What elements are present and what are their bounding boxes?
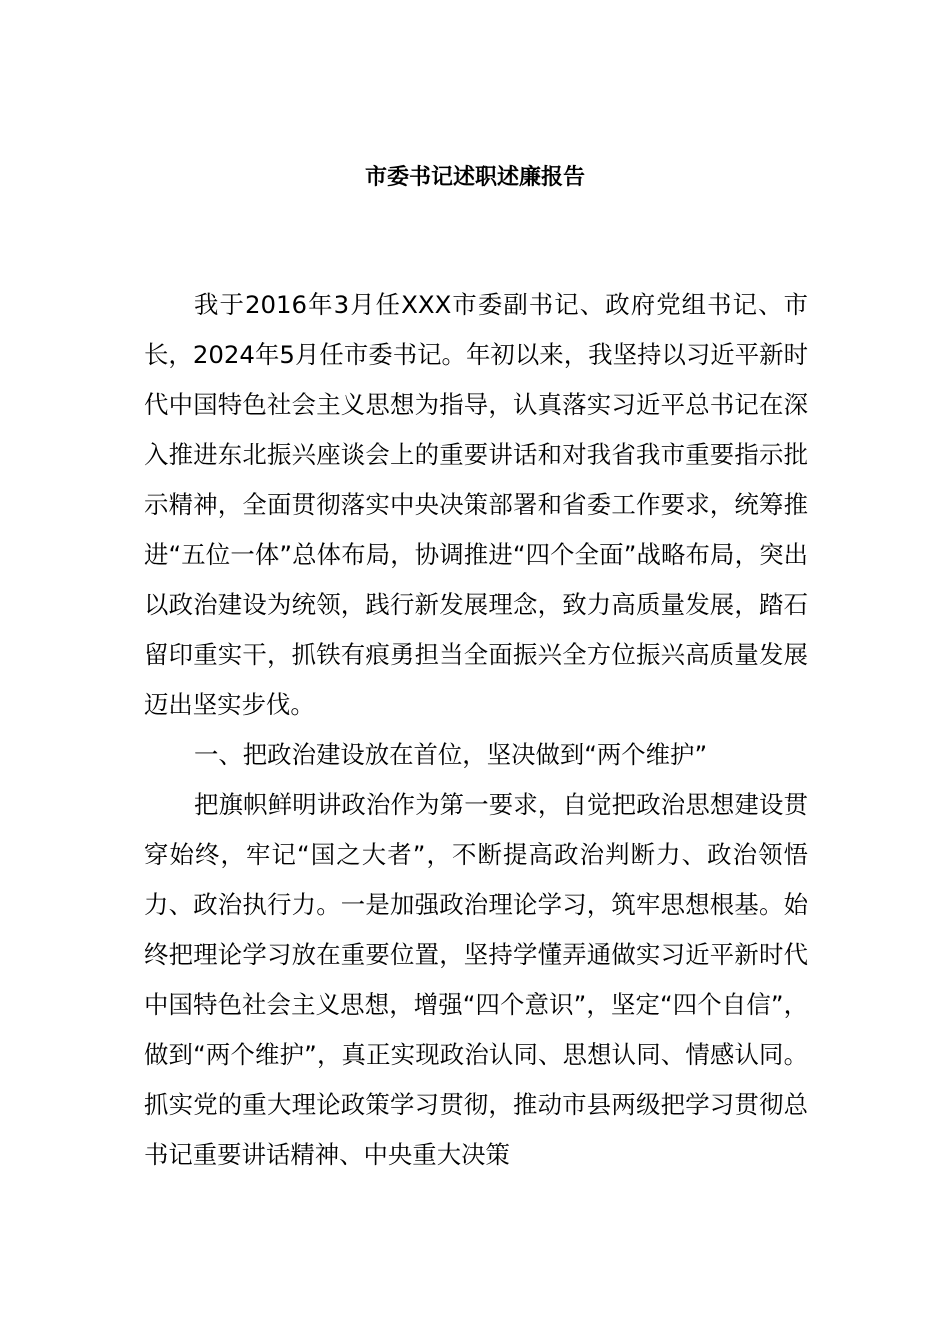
document-body bbox=[144, 280, 808, 1180]
section-paragraph: 把旗帜鲜明讲政治作为第一要求，自觉把政治思想建设贯穿始终，牢记“国之大者”，不断提高政治判断力、政治领悟力、政治执行力。一是加强政治理论学习，筑牢思想根基。始终把理论学习放在重要位置，坚持学懂弄通做实习近平新时代中国特色社会主义思想，增强“四个意识”，坚定“四个自信”，做到“两个维护”，真正实现政治认同、思想认同、情感认同。抓实党的重大理论政策学习贯彻，推动市县两级把学习贯彻总书记重要讲话精神、中央重大决策 bbox=[144, 790, 808, 1169]
document-title: 市委书记述职述廉报告 bbox=[364, 165, 585, 190]
section-heading: 一、把政治建设放在首位，坚决做到“两个维护” bbox=[194, 740, 708, 769]
intro-paragraph: 我于2016年3月任XXX市委副书记、政府党组书记、市长，2024年5月任市委书记。年初以来，我坚持以习近平新时代中国特色社会主义思想为指导，认真落实习近平总书记在深入推进东北振兴座谈会上的重要讲话和对我省我市重要指示批示精神，全面贯彻落实中央决策部署和省委工作要求，统筹推进“五位一体”总体布局，协调推进“四个全面”战略布局，突出以政治建设为统领，践行新发展理念，致力高质量发展，踏石留印重实干，抓铁有痕勇担当全面振兴全方位振兴高质量发展迈出坚实步伐。 bbox=[144, 290, 808, 719]
